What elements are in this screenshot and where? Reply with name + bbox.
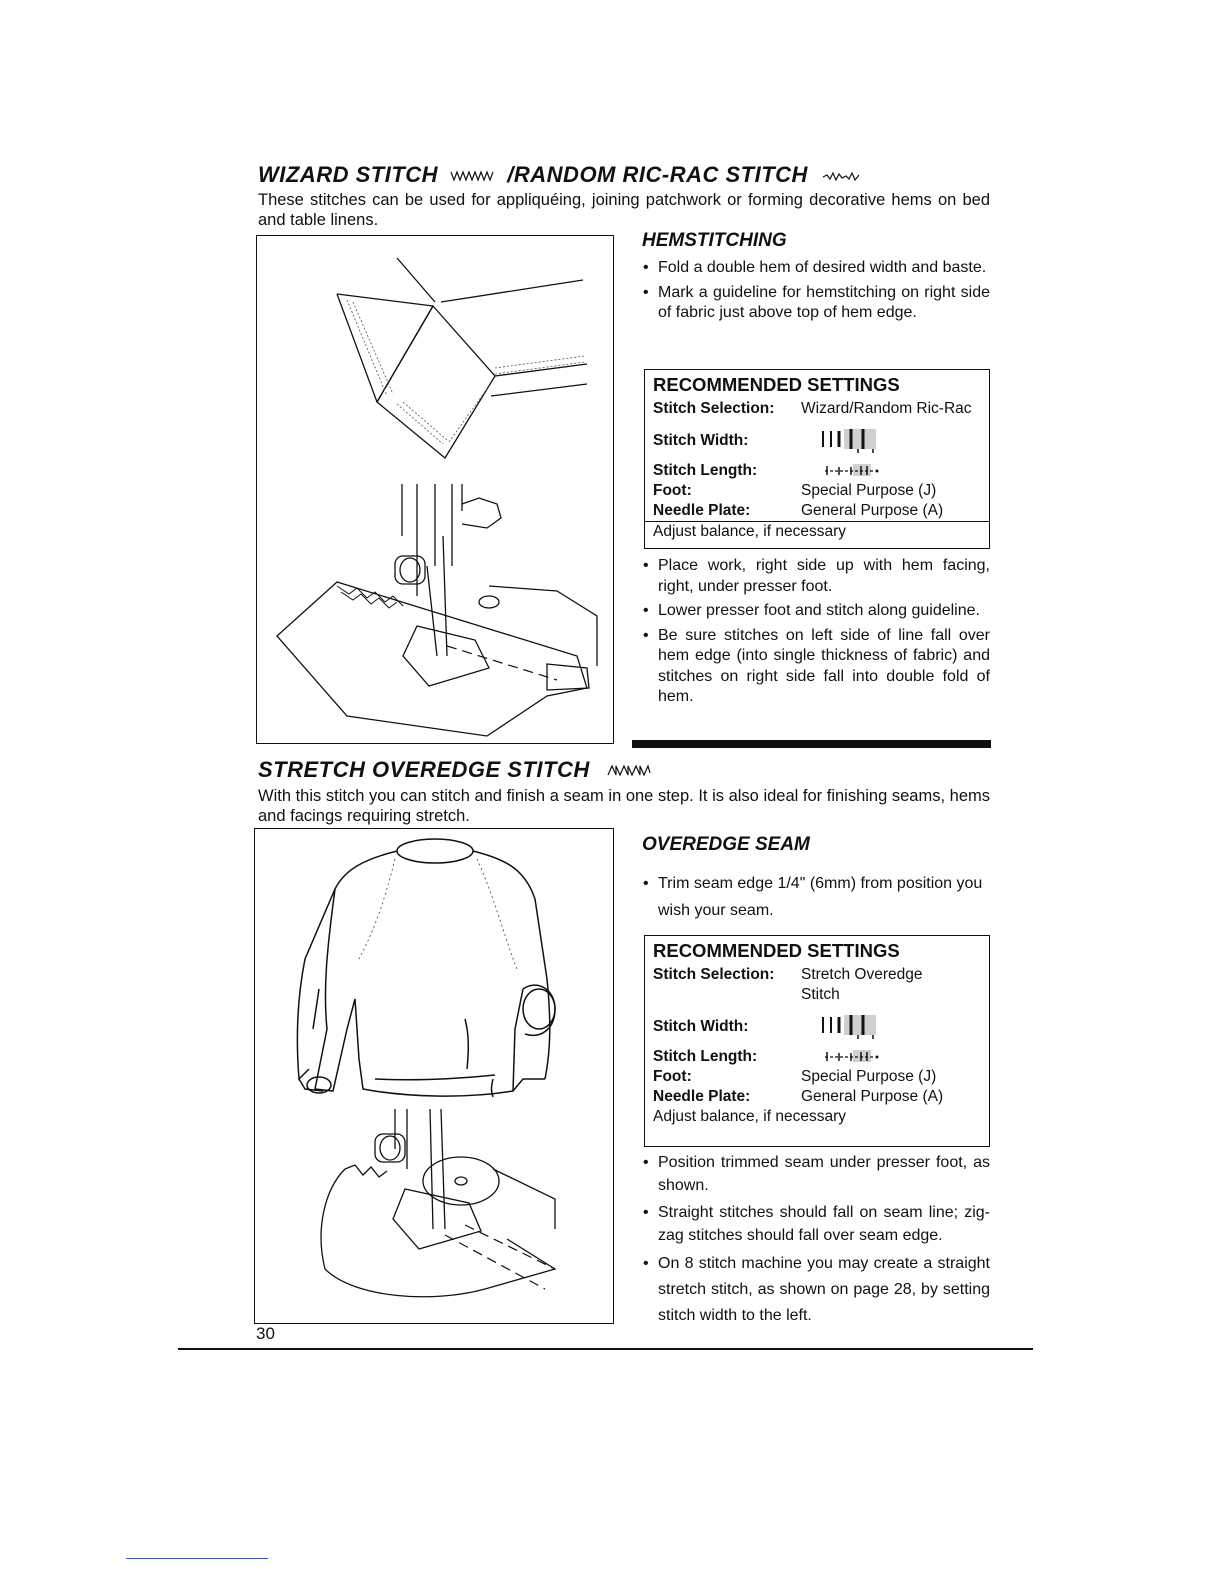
settings-title: RECOMMENDED SETTINGS (653, 940, 900, 961)
list-item: • Mark a guideline for hemstitching on right side of fabric just above top of hem edge. (642, 283, 990, 324)
bottom-link-underline (126, 1558, 268, 1559)
list-item: • Fold a double hem of desired width and baste. (642, 258, 990, 279)
stitch-width-indicator-icon (801, 427, 881, 455)
hemstitching-sew-steps (642, 556, 990, 712)
wizard-stitch-title: WIZARD STITCH /RANDOM RIC-RAC STITCH (258, 162, 863, 188)
section-divider-bar (632, 740, 991, 748)
stretch-overedge-title: STRETCH OVEREDGE STITCH (258, 757, 652, 783)
recommended-settings-box-1 (644, 369, 990, 549)
wizard-stitch-symbol-icon (449, 169, 497, 183)
sweater-drawing (255, 829, 612, 1322)
list-item: • Position trimmed seam under presser foot, as shown. (642, 1151, 990, 1197)
overedge-stitch-symbol-icon (606, 763, 652, 779)
list-item: • Straight stitches should fall on seam line; zig-zag stitches should fall over seam edge. (642, 1201, 990, 1247)
hemstitching-illustration (256, 235, 614, 744)
balance-note: Adjust balance, if necessary (653, 1108, 846, 1125)
needle-plate-row: Needle Plate: General Purpose (A) (653, 502, 944, 519)
stitch-length-indicator-icon (801, 1047, 881, 1065)
stitch-selection-row: Stitch Selection: Stretch Overedge Stitch (653, 966, 923, 1003)
overedge-sew-steps (642, 1151, 990, 1333)
balance-note: Adjust balance, if necessary (645, 521, 989, 542)
list-item: • Trim seam edge 1/4" (6mm) from position you wish your seam. (642, 870, 990, 924)
stitch-width-row: Stitch Width: (653, 427, 981, 455)
list-item: • Lower presser foot and stitch along guideline. (642, 601, 990, 622)
overedge-seam-illustration (254, 828, 614, 1324)
stitch-length-indicator-icon (801, 461, 881, 479)
section1-intro: These stitches can be used for appliquéing, joining patchwork or forming decorative hems on bed and table linens. (258, 191, 990, 229)
stitch-width-indicator-icon (801, 1013, 881, 1041)
list-item: • Place work, right side up with hem facing, right, under presser foot. (642, 556, 990, 597)
overedge-seam-heading: OVEREDGE SEAM (642, 834, 810, 855)
hemstitching-prep-steps (642, 258, 990, 328)
stitch-selection-row: Stitch Selection: Wizard/Random Ric-Rac (653, 400, 972, 417)
hemstitch-drawing (257, 236, 612, 742)
needle-plate-row: Needle Plate: General Purpose (A) (653, 1088, 944, 1105)
list-item: • Be sure stitches on left side of line fall over hem edge (into single thickness of fabric) and stitches on right side fall into double fold of hem. (642, 626, 990, 708)
stitch-length-row: Stitch Length: (653, 1047, 981, 1067)
stitch-length-row: Stitch Length: (653, 461, 981, 481)
foot-row: Foot: Special Purpose (J) (653, 1068, 937, 1085)
stitch-width-row: Stitch Width: (653, 1013, 981, 1041)
overedge-prep-steps (642, 870, 990, 928)
hemstitching-heading: HEMSTITCHING (642, 230, 787, 251)
section2-intro: With this stitch you can stitch and finish a seam in one step. It is also ideal for finishing seams, hems and facings requiring stretch. (258, 787, 990, 825)
foot-row: Foot: Special Purpose (J) (653, 482, 937, 499)
ric-rac-stitch-symbol-icon (821, 169, 863, 183)
footer-rule (178, 1348, 1033, 1350)
recommended-settings-box-2 (644, 935, 990, 1147)
page-number: 30 (256, 1324, 275, 1343)
settings-title: RECOMMENDED SETTINGS (653, 374, 900, 395)
list-item: • On 8 stitch machine you may create a straight stretch stitch, as shown on page 28, by setting stitch width to the left. (642, 1251, 990, 1329)
